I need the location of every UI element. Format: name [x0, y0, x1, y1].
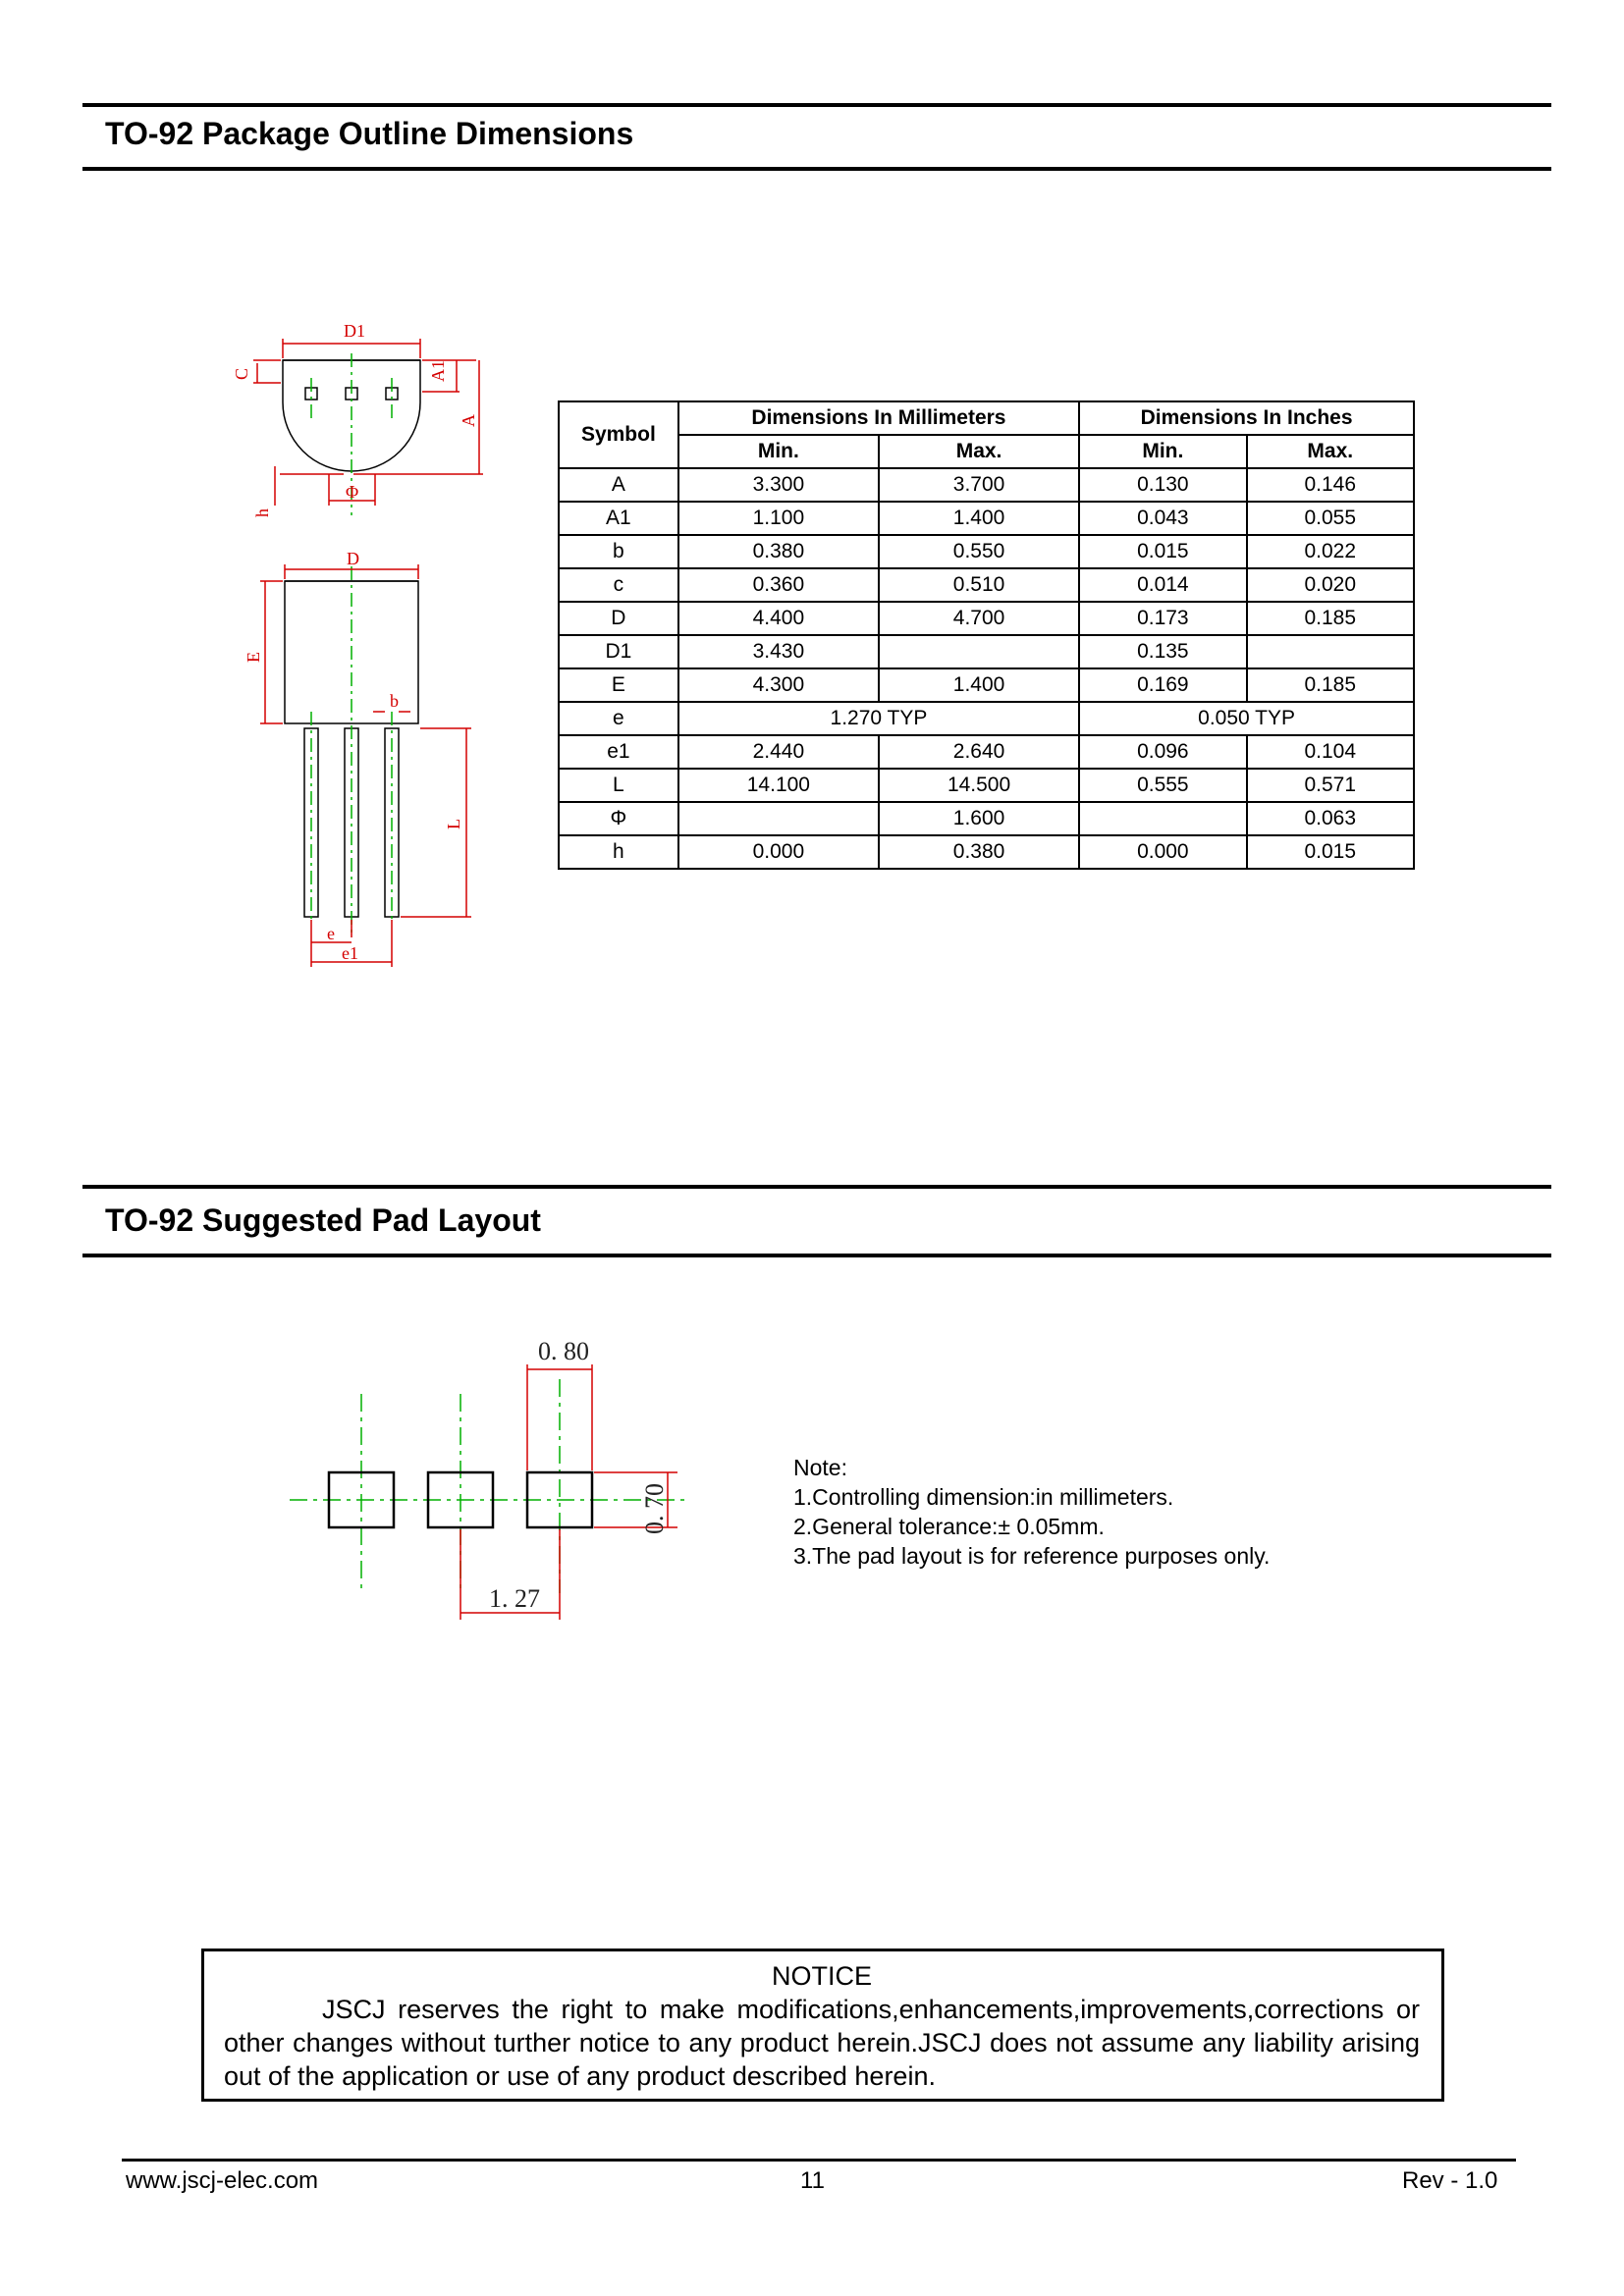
dim-label-h: h: [252, 508, 272, 517]
table-row: [559, 769, 1414, 802]
dim-label-D: D: [347, 549, 359, 568]
mm-max-cell: 0.380: [879, 835, 1079, 869]
footer-website[interactable]: www.jscj-elec.com: [126, 2167, 319, 2194]
notice-title: NOTICE: [771, 1961, 872, 1991]
inch-max-cell: 0.063: [1247, 802, 1414, 835]
inch-min-header: Min.: [1079, 435, 1246, 468]
mm-min-cell: 0.000: [678, 835, 879, 869]
inch-min-cell: 0.015: [1079, 535, 1246, 568]
inch-max-cell: 0.104: [1247, 735, 1414, 769]
inch-typ-cell: 0.050 TYP: [1079, 702, 1414, 735]
dim-label-C: C: [232, 367, 251, 380]
inch-min-cell: 0.096: [1079, 735, 1246, 769]
note-line-2: 2.General tolerance:± 0.05mm.: [793, 1514, 1105, 1539]
inch-min-cell: 0.043: [1079, 502, 1246, 535]
inch-max-cell: 0.185: [1247, 602, 1414, 635]
dim-label-A1: A1: [428, 360, 448, 382]
dimensions-table: [558, 400, 1415, 870]
inch-max-cell: 0.185: [1247, 668, 1414, 702]
mm-max-cell: 0.550: [879, 535, 1079, 568]
inch-max-cell: 0.015: [1247, 835, 1414, 869]
symbol-cell: D: [559, 602, 678, 635]
inch-max-cell: 0.055: [1247, 502, 1414, 535]
table-row: [559, 668, 1414, 702]
symbol-cell: e: [559, 702, 678, 735]
inch-max-cell: 0.022: [1247, 535, 1414, 568]
notice-body: JSCJ reserves the right to make modifications,enhancements,improvements,corrections or other changes without turther notice to any product herein.JSCJ does not assume any liability arising out of the application or use of any product described herein.: [224, 1995, 1420, 2091]
table-row: [559, 468, 1414, 502]
symbol-cell: A: [559, 468, 678, 502]
section2-title: TO-92 Suggested Pad Layout: [105, 1202, 541, 1238]
mm-typ-cell: 1.270 TYP: [678, 702, 1079, 735]
symbol-cell: b: [559, 535, 678, 568]
mm-min-cell: 3.300: [678, 468, 879, 502]
inch-min-cell: 0.135: [1079, 635, 1246, 668]
table-row: [559, 835, 1414, 869]
mm-min-cell: 14.100: [678, 769, 879, 802]
note-block: [793, 1453, 1270, 1571]
mm-max-cell: 1.400: [879, 668, 1079, 702]
pad-height-label: 0. 70: [640, 1483, 669, 1534]
table-row: [559, 502, 1414, 535]
section1-title: TO-92 Package Outline Dimensions: [105, 116, 634, 151]
dim-label-phi: Φ: [346, 482, 359, 502]
dim-label-E: E: [244, 652, 263, 663]
section2-top-rule: [82, 1185, 1551, 1189]
mm-min-cell: [678, 802, 879, 835]
section1-bottom-rule: [82, 167, 1551, 171]
pad-layout-drawing: [275, 1320, 707, 1634]
mm-max-cell: 4.700: [879, 602, 1079, 635]
inch-max-cell: [1247, 635, 1414, 668]
mm-min-cell: 2.440: [678, 735, 879, 769]
table-body: [559, 468, 1414, 869]
mm-max-cell: 1.400: [879, 502, 1079, 535]
section2-bottom-rule: [82, 1254, 1551, 1257]
symbol-cell: Φ: [559, 802, 678, 835]
package-outline-drawing: [226, 309, 501, 987]
inch-min-cell: [1079, 802, 1246, 835]
mm-max-cell: [879, 635, 1079, 668]
table-row: [559, 568, 1414, 602]
dim-label-e1: e1: [342, 943, 358, 963]
symbol-header: Symbol: [559, 401, 678, 468]
inch-header: Dimensions In Inches: [1079, 401, 1414, 435]
table-header-row: [559, 401, 1414, 435]
inch-max-header: Max.: [1247, 435, 1414, 468]
inch-max-cell: 0.571: [1247, 769, 1414, 802]
inch-max-cell: 0.020: [1247, 568, 1414, 602]
mm-max-header: Max.: [879, 435, 1079, 468]
section1-top-rule: [82, 103, 1551, 107]
symbol-cell: c: [559, 568, 678, 602]
table-row: [559, 535, 1414, 568]
footer-page-number: 11: [800, 2167, 825, 2194]
note-line-3: 3.The pad layout is for reference purposes only.: [793, 1543, 1271, 1569]
inch-min-cell: 0.169: [1079, 668, 1246, 702]
mm-min-header: Min.: [678, 435, 879, 468]
inch-min-cell: 0.000: [1079, 835, 1246, 869]
inch-min-cell: 0.173: [1079, 602, 1246, 635]
inch-min-cell: 0.014: [1079, 568, 1246, 602]
note-title: Note:: [793, 1455, 847, 1480]
footer-revision: Rev - 1.0: [1402, 2167, 1498, 2194]
mm-min-cell: 4.300: [678, 668, 879, 702]
mm-header: Dimensions In Millimeters: [678, 401, 1079, 435]
mm-min-cell: 1.100: [678, 502, 879, 535]
inch-max-cell: 0.146: [1247, 468, 1414, 502]
note-line-1: 1.Controlling dimension:in millimeters.: [793, 1484, 1174, 1510]
mm-min-cell: 0.380: [678, 535, 879, 568]
footer-rule: [122, 2159, 1516, 2162]
table-row: [559, 802, 1414, 835]
table-row: [559, 602, 1414, 635]
mm-min-cell: 4.400: [678, 602, 879, 635]
mm-max-cell: 3.700: [879, 468, 1079, 502]
table-subheader-row: [559, 435, 1414, 468]
mm-max-cell: 14.500: [879, 769, 1079, 802]
dim-label-e: e: [327, 924, 335, 943]
dim-label-D1: D1: [344, 321, 365, 341]
symbol-cell: L: [559, 769, 678, 802]
mm-min-cell: 3.430: [678, 635, 879, 668]
symbol-cell: h: [559, 835, 678, 869]
dim-label-b: b: [390, 691, 399, 711]
dim-label-L: L: [444, 819, 463, 829]
pad-width-label: 0. 80: [538, 1337, 589, 1365]
dim-label-A: A: [459, 414, 478, 427]
symbol-cell: E: [559, 668, 678, 702]
inch-min-cell: 0.130: [1079, 468, 1246, 502]
inch-min-cell: 0.555: [1079, 769, 1246, 802]
table-row: [559, 735, 1414, 769]
pad-pitch-label: 1. 27: [489, 1584, 540, 1613]
notice-box: [201, 1949, 1444, 2102]
mm-max-cell: 1.600: [879, 802, 1079, 835]
symbol-cell: e1: [559, 735, 678, 769]
table-row: [559, 635, 1414, 668]
symbol-cell: A1: [559, 502, 678, 535]
mm-min-cell: 0.360: [678, 568, 879, 602]
table-row: [559, 702, 1414, 735]
symbol-cell: D1: [559, 635, 678, 668]
mm-max-cell: 0.510: [879, 568, 1079, 602]
mm-max-cell: 2.640: [879, 735, 1079, 769]
